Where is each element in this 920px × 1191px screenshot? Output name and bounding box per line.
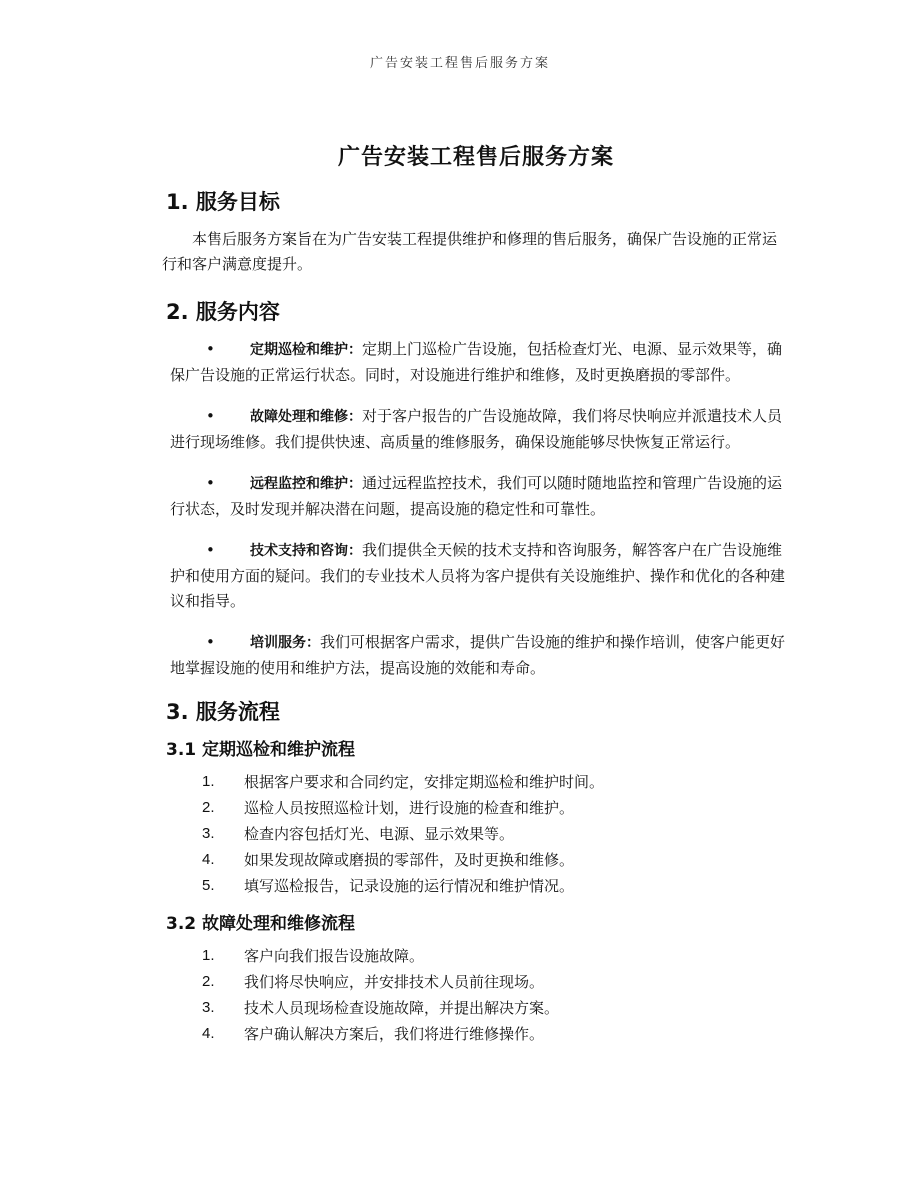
list-item-title: 培训服务： (250, 635, 320, 651)
list-item-text: 定期上门巡检广告设施，包括检查灯光、电源、显示效果等，确保广告设施的正常运行状态。同时，对设施进行维护和维修，及时更换磨损的零部件。 (170, 340, 783, 384)
list-item-text: 我们提供全天候的技术支持和咨询服务，解答客户在广告设施维护和使用方面的疑问。我们的专业技术人员将为客户提供有关设施维护、操作和优化的各种建议和指导。 (170, 541, 786, 610)
bullet-icon: • (206, 541, 215, 559)
list-item (170, 337, 786, 388)
list-item (166, 769, 786, 795)
step-number: 5. (202, 877, 215, 894)
bullet-icon: • (206, 474, 215, 492)
step-number: 3. (202, 825, 215, 842)
inspection-steps-list (166, 769, 786, 899)
list-item (166, 1021, 786, 1047)
step-text: 客户确认解决方案后，我们将进行维修操作。 (244, 1025, 545, 1043)
list-item (170, 538, 786, 614)
step-number: 4. (202, 1025, 215, 1042)
list-item-title: 定期巡检和维护： (250, 342, 362, 358)
step-number: 2. (202, 799, 215, 816)
step-number: 4. (202, 851, 215, 868)
step-number: 1. (202, 773, 215, 790)
bullet-icon: • (206, 407, 215, 425)
list-item (166, 795, 786, 821)
service-content-list (166, 337, 786, 681)
step-text: 检查内容包括灯光、电源、显示效果等。 (244, 825, 515, 843)
step-number: 3. (202, 999, 215, 1016)
section-heading-content: 2. 服务内容 (166, 300, 280, 324)
repair-steps-list (166, 943, 786, 1047)
bullet-icon: • (206, 340, 215, 358)
list-item (166, 821, 786, 847)
section-heading-process: 3. 服务流程 (166, 700, 280, 724)
step-text: 如果发现故障或磨损的零部件，及时更换和维修。 (244, 851, 575, 869)
section-paragraph-goals: 本售后服务方案旨在为广告安装工程提供维护和修理的售后服务，确保广告设施的正常运行和客户满意度提升。 (162, 230, 778, 273)
list-item-title: 故障处理和维修： (250, 409, 362, 425)
subsection-heading-repair: 3.2 故障处理和维修流程 (166, 914, 356, 934)
list-item (170, 630, 786, 681)
list-item (170, 471, 786, 522)
list-item-title: 技术支持和咨询： (250, 543, 362, 559)
step-number: 1. (202, 947, 215, 964)
step-text: 填写巡检报告，记录设施的运行情况和维护情况。 (244, 877, 575, 895)
list-item-text: 我们可根据客户需求，提供广告设施的维护和操作培训，使客户能更好地掌握设施的使用和维护方法，提高设施的效能和寿命。 (170, 633, 786, 677)
step-text: 我们将尽快响应，并安排技术人员前往现场。 (244, 973, 545, 991)
step-text: 客户向我们报告设施故障。 (244, 947, 425, 965)
list-item (166, 943, 786, 969)
step-text: 技术人员现场检查设施故障，并提出解决方案。 (244, 999, 560, 1017)
list-item (166, 873, 786, 899)
step-text: 巡检人员按照巡检计划，进行设施的检查和维护。 (244, 799, 575, 817)
bullet-icon: • (206, 633, 215, 651)
list-item-text: 通过远程监控技术，我们可以随时随地监控和管理广告设施的运行状态，及时发现并解决潜在问题，提高设施的稳定性和可靠性。 (170, 474, 783, 518)
running-header: 广告安装工程售后服务方案 (369, 56, 550, 71)
document-body (162, 140, 786, 1059)
list-item (170, 404, 786, 455)
step-number: 2. (202, 973, 215, 990)
list-item (166, 995, 786, 1021)
list-item (166, 847, 786, 873)
list-item-title: 远程监控和维护： (250, 476, 362, 492)
list-item (166, 969, 786, 995)
step-text: 根据客户要求和合同约定，安排定期巡检和维护时间。 (244, 773, 605, 791)
document-title: 广告安装工程售后服务方案 (337, 145, 614, 170)
section-heading-goals: 1. 服务目标 (166, 190, 280, 214)
subsection-heading-inspection: 3.1 定期巡检和维护流程 (166, 740, 356, 760)
list-item-text: 对于客户报告的广告设施故障，我们将尽快响应并派遣技术人员进行现场维修。我们提供快速、高质量的维修服务，确保设施能够尽快恢复正常运行。 (170, 407, 783, 451)
